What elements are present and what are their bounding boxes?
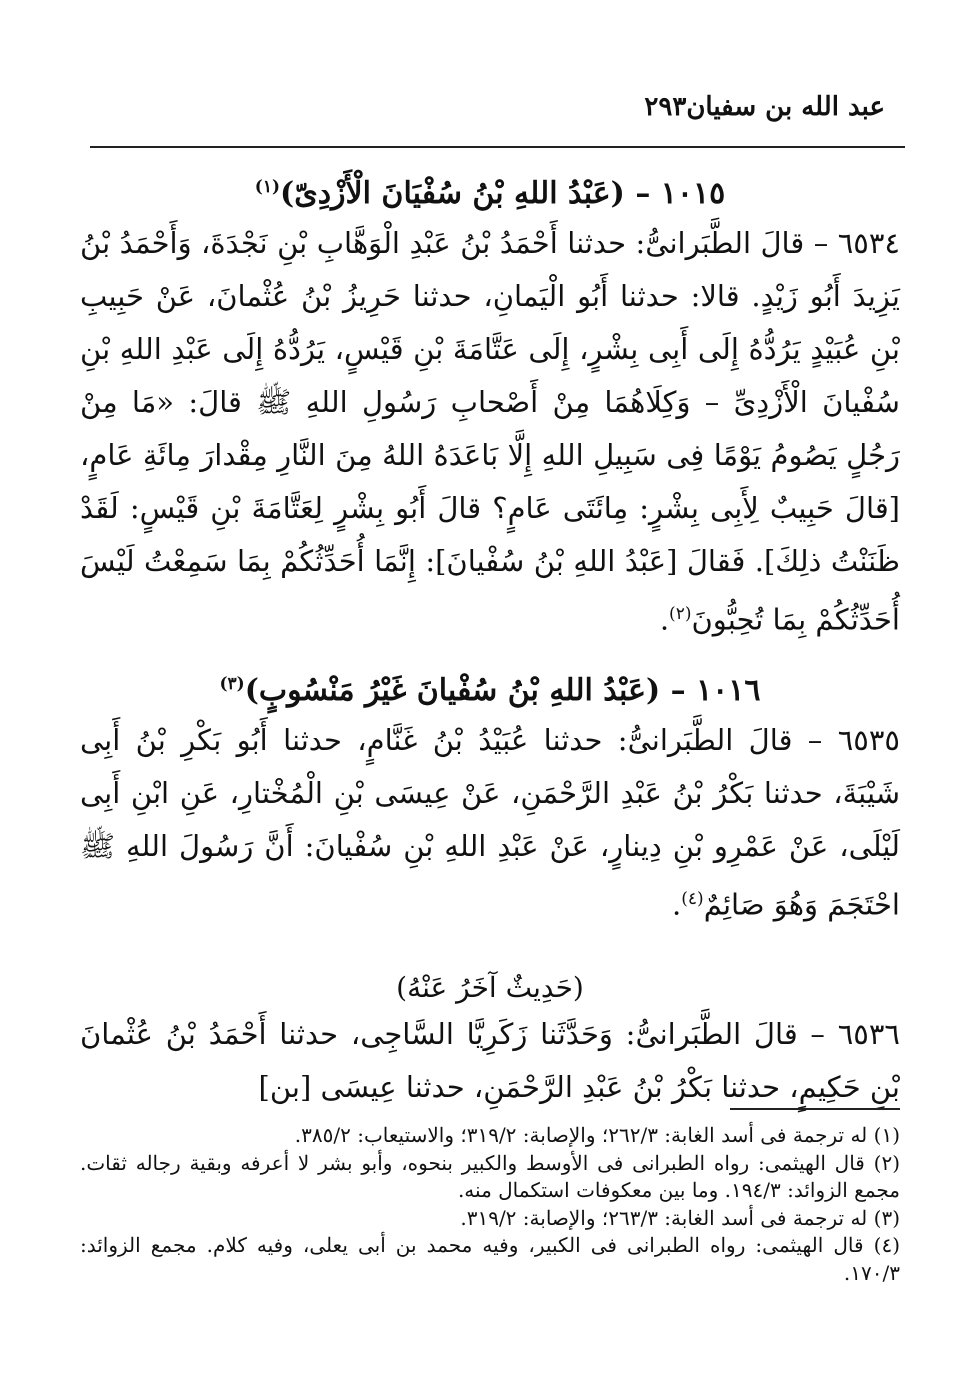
hadith-6535: ٦٥٣٥ – قالَ الطَّبَرانىُّ: حدثنا عُبَيْدُ بْنُ غَنَّامٍ، حدثنا أَبُو بَكْرِ بْنُ أَبِى شَيْبَةَ، حدثنا بَكْرُ بْنُ عَبْدِ الرَّحْمَنِ، عَنْ عِيسَى بْنِ الْمُخْتارِ، عَنِ ابْنِ أَبِى لَيْلَى، عَنْ عَمْرِو بْنِ دِينارٍ، عَنْ عَبْدِ اللهِ بْنِ سُفْيانَ: أَنَّ رَسُولَ اللهِ ﷺ احْتَجَمَ وَهُوَ صَائِمٌ$^{(٤)}$.: [80, 722, 900, 922]
hadith-text: ٦٥٣٦ – قالَ الطَّبَرانىُّ: وَحَدَّثَنا زَكَرِيَّا السَّاجِى، حدثنا أَحْمَدُ بْنُ عُثْمانَ بْنِ حَكِيمٍ، حدثنا بَكْرُ بْنُ عَبْدِ الرَّحْمَنِ، حدثنا عِيسَى [بن]: [80, 1017, 900, 1105]
entry-heading-text: ١٠١٥ – (عَبْدُ اللهِ بْنُ سُفْيَانَ الْأَزْدِىّ): [280, 176, 726, 211]
footnote-ref: (١): [254, 177, 281, 197]
footnote-ref: (٣): [219, 673, 245, 694]
footnote-ref: (٤): [681, 888, 704, 909]
entry-heading-1016: [80, 673, 900, 708]
footnote-4: (٤) قال الهيثمى: رواه الطبرانى فى الكبير، وفيه محمد بن أبى يعلى، وفيه كلام. مجمع الزوائد: ١٧٠/٣.: [80, 1233, 900, 1285]
header-rule: [90, 146, 905, 148]
hadith-text: ٦٥٣٥ – قالَ الطَّبَرانىُّ: حدثنا عُبَيْدُ بْنُ غَنَّامٍ، حدثنا أَبُو بَكْرِ بْنُ أَبِى شَيْبَةَ، حدثنا بَكْرُ بْنُ عَبْدِ الرَّحْمَنِ، عَنْ عِيسَى بْنِ الْمُخْتارِ، عَنِ ابْنِ أَبِى لَيْلَى، عَنْ عَمْرِو بْنِ دِينارٍ، عَنْ عَبْدِ اللهِ بْنِ سُفْيانَ: أَنَّ رَسُولَ اللهِ ﷺ احْتَجَمَ وَهُوَ صَائِمٌ: [80, 722, 900, 922]
hadith-6534: ٦٥٣٤ – قالَ الطَّبَرانىُّ: حدثنا أَحْمَدُ بْنُ عَبْدِ الْوَهَّابِ بْنِ نَجْدَةَ، وَأَحْمَدُ بْنُ يَزِيدَ أَبُو زَيْدٍ. قالا: حدثنا أَبُو الْيَمانِ، حدثنا حَرِيزُ بْنُ عُثْمانَ، عَنْ حَبِيبِ بْنِ عُبَيْدٍ يَرُدُّهُ إِلَى أَبِى بِشْرٍ، إِلَى عَتَّامَةَ بْنِ قَيْسٍ، يَرُدُّهُ إِلَى عَبْدِ اللهِ بْنِ سُفْيانَ الْأَزْدِىِّ – وَكِلَاهُمَا مِنْ أَصْحابِ رَسُولِ اللهِ ﷺ قالَ: «مَا مِنْ رَجُلٍ يَصُومُ يَوْمًا فِى سَبِيلِ اللهِ إِلَّا بَاعَدَهُ اللهُ مِنَ النَّارِ مِقْدارَ مِائَةِ عَامٍ، [قالَ حَبِيبٌ لِأَبِى بِشْرٍ: مِائَتَى عَامٍ؟ قالَ أَبُو بِشْرٍ لِعَتَّامَةَ بْنِ قَيْسٍ: لَقَدْ ظَنَنْتُ ذلِكَ]. فَقالَ [عَبْدُ اللهِ بْنُ سُفْيانَ]: إِنَّمَا أُحَدِّثُكُمْ بِمَا سَمِعْتُ لَيْسَ أُحَدِّثُكُمْ بِمَا تُحِبُّونَ$^{(٢)}$.: [80, 226, 901, 637]
footnote-rule: [730, 1108, 900, 1110]
hadith-6536: [80, 1008, 900, 1114]
footnotes: [80, 1122, 900, 1287]
main-text: [80, 170, 900, 1114]
footnote-ref: (٢): [669, 604, 692, 624]
running-title: عبد الله بن سفيان: [686, 92, 885, 122]
hadith-text: ٦٥٣٤ – قالَ الطَّبَرانىُّ: حدثنا أَحْمَدُ بْنُ عَبْدِ الْوَهَّابِ بْنِ نَجْدَةَ، وَأَحْمَدُ بْنُ يَزِيدَ أَبُو زَيْدٍ. قالا: حدثنا أَبُو الْيَمانِ، حدثنا حَرِيزُ بْنُ عُثْمانَ، عَنْ حَبِيبِ بْنِ عُبَيْدٍ يَرُدُّهُ إِلَى أَبِى بِشْرٍ، إِلَى عَتَّامَةَ بْنِ قَيْسٍ، يَرُدُّهُ إِلَى عَبْدِ اللهِ بْنِ سُفْيانَ الْأَزْدِىِّ – وَكِلَاهُمَا مِنْ أَصْحابِ رَسُولِ اللهِ ﷺ قالَ: «مَا مِنْ رَجُلٍ يَصُومُ يَوْمًا فِى سَبِيلِ اللهِ إِلَّا بَاعَدَهُ اللهُ مِنَ النَّارِ مِقْدارَ مِائَةِ عَامٍ، [قالَ حَبِيبٌ لِأَبِى بِشْرٍ: مِائَتَى عَامٍ؟ قالَ أَبُو بِشْرٍ لِعَتَّامَةَ بْنِ قَيْسٍ: لَقَدْ ظَنَنْتُ ذلِكَ]. فَقالَ [عَبْدُ اللهِ بْنُ سُفْيانَ]: إِنَّمَا أُحَدِّثُكُمْ بِمَا سَمِعْتُ لَيْسَ أُحَدِّثُكُمْ بِمَا تُحِبُّونَ: [80, 226, 901, 637]
entry-heading-text: ١٠١٦ – (عَبْدُ اللهِ بْنُ سُفْيانَ غَيْرُ مَنْسُوبٍ): [244, 672, 761, 708]
entry-heading-1015: [80, 176, 900, 211]
section-subheading: (حَدِيثٌ آخَرُ عَنْهُ): [396, 971, 584, 1005]
running-header: [95, 92, 885, 122]
footnote-2: (٢) قال الهيثمى: رواه الطبرانى فى الأوسط والكبير بنحوه، وأبو بشر لا أعرفه وبقية رجاله ثقات. مجمع الزوائد: ١٩٤/٣. وما بين معكوفات استكمال منه.: [80, 1150, 900, 1202]
footnote-3: (٣) له ترجمة فى أسد الغابة: ٢٦٣/٣؛ والإصابة: ٣١٩/٢.: [460, 1205, 900, 1230]
page-number: ٢٩٣: [644, 92, 687, 122]
footnote-1: (١) له ترجمة فى أسد الغابة: ٢٦٢/٣؛ والإصابة: ٣١٩/٢؛ والاستيعاب: ٣٨٥/٢.: [294, 1123, 900, 1147]
